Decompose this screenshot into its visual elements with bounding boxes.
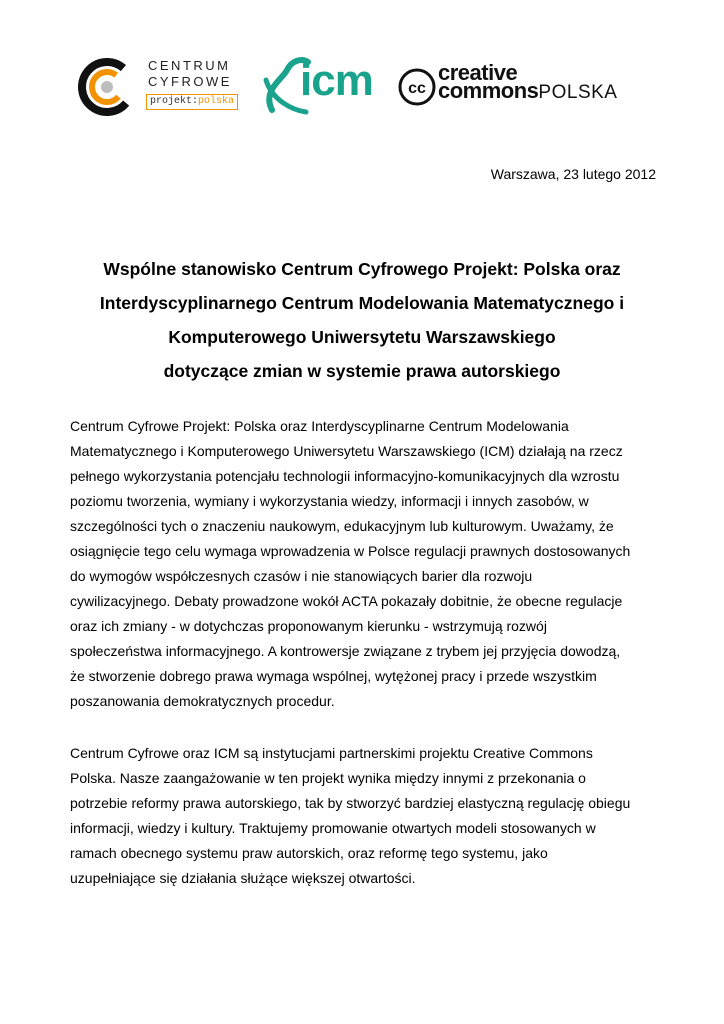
icm-logo — [262, 50, 372, 120]
title-line: dotyczące zmian w systemie prawa autorskiego — [163, 361, 561, 381]
text-line: osiągnięcie tego celu wymaga wprowadzenia w Polsce regulacji prawnych dostosowanych — [70, 543, 631, 559]
icm-wordmark: icm — [300, 56, 373, 105]
text-line: że stworzenie dobrego prawa wymaga wspólnej, wytężonej pracy i przede wszystkim — [70, 668, 597, 684]
text-line: szczególności tych o znaczeniu naukowym, edukacyjnym lub kulturowym. Uważamy, że — [70, 518, 614, 534]
title-line: Komputerowego Uniwersytetu Warszawskiego — [168, 327, 556, 347]
creative-commons-cc-icon — [398, 68, 436, 106]
creative-commons-wordmark: creative commonsPOLSKA — [438, 60, 618, 103]
text-line: ramach obecnego systemu praw autorskich, oraz reformę tego systemu, jako — [70, 845, 548, 861]
text-line: informacji, wiedzy i kultury. Traktujemy promowanie otwartych modeli stosowanych w — [70, 820, 596, 836]
centrum-cyfrowe-mark-icon — [78, 58, 136, 116]
text-line: poszanowania demokratycznych procedur. — [70, 693, 335, 709]
document-title — [60, 252, 664, 388]
text-line: uzupełniające się działania służące większej otwartości. — [70, 870, 416, 886]
title-line: Wspólne stanowisko Centrum Cyfrowego Projekt: Polska oraz — [103, 259, 621, 279]
text-line: pełnego wykorzystania potencjału technologii informacyjno-komunikacyjnych dla wzrostu — [70, 468, 620, 484]
document-date: Warszawa, 23 lutego 2012 — [490, 166, 656, 182]
text-line: potrzebie reformy prawa autorskiego, tak by stworzyć bardziej elastyczną regulację obiegu — [70, 795, 631, 811]
creative-commons-polska-logo — [398, 60, 638, 118]
centrum-cyfrowe-logo — [78, 58, 238, 118]
title-line: Interdyscyplinarnego Centrum Modelowania Matematycznego i — [99, 293, 625, 313]
text-line: Centrum Cyfrowe Projekt: Polska oraz Interdyscyplinarne Centrum Modelowania — [70, 418, 569, 434]
logo-bar — [0, 40, 724, 130]
text-line: poziomu tworzenia, wymiany i wykorzystania wiedzy, informacji i innych zasobów, w — [70, 493, 589, 509]
paragraph-2 — [70, 741, 660, 891]
text-line: do wymogów współczesnych czasów i nie stanowiących barier dla rozwoju — [70, 568, 533, 584]
centrum-cyfrowe-wordmark: CENTRUM CYFROWE — [148, 58, 232, 89]
projekt-polska-badge: projekt:polska — [146, 94, 238, 110]
text-line: społeczeństwa informacyjnego. A kontrowersje związane z trybem jej przyjęcia dowodzą, — [70, 643, 621, 659]
paragraph-1 — [70, 414, 660, 714]
text-line: oraz ich zmiany - w dotychczas proponowanym kierunku - wstrzymują rozwój — [70, 618, 547, 634]
text-line: Matematycznego i Komputerowego Uniwersytetu Warszawskiego (ICM) działają na rzecz — [70, 443, 623, 459]
text-line: cywilizacyjnego. Debaty prowadzone wokół ACTA pokazały dobitnie, że obecne regulacje — [70, 593, 623, 609]
text-line: Polska. Nasze zaangażowanie w ten projekt wynika między innymi z przekonania o — [70, 770, 586, 786]
svg-text:cc: cc — [408, 80, 426, 97]
text-line: Centrum Cyfrowe oraz ICM są instytucjami partnerskimi projektu Creative Commons — [70, 745, 593, 761]
